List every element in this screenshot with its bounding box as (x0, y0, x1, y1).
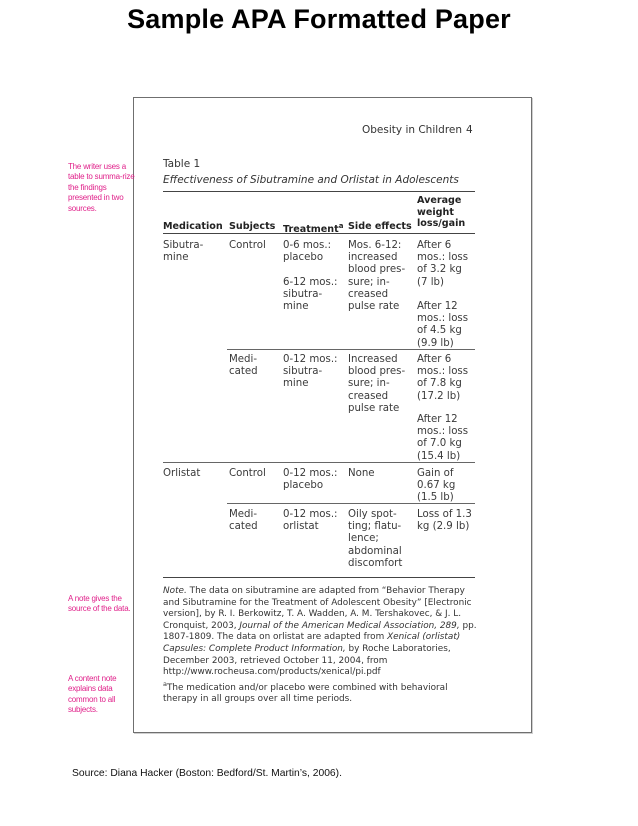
slide-source: Source: Diana Hacker (Boston: Bedford/St. Martin’s, 2006). (72, 768, 342, 779)
cell-average-weight: After 6 mos.: loss of 7.8 kg (17.2 lb) (417, 354, 469, 402)
note-journal: Journal of the American Medical Association, 289, (239, 620, 460, 631)
cell-average-weight: After 6 mos.: loss of 3.2 kg (7 lb) (417, 240, 469, 288)
header-subjects: Subjects (229, 221, 276, 232)
cell-treatment: 6-12 mos.: sibutra- mine (283, 277, 338, 313)
margin-note-source: A note gives the source of the data. (68, 594, 131, 614)
margin-note-content: A content note explains data common to all subjects. (68, 674, 117, 715)
cell-subjects: Control (229, 468, 266, 479)
header-treatment (283, 221, 343, 236)
note-label: Note. (163, 586, 187, 596)
cell-side-effects: None (348, 468, 375, 479)
cell-subjects: Control (229, 240, 266, 251)
header-side-effects: Side effects (348, 221, 412, 232)
header-medication: Medication (163, 221, 223, 232)
margin-note-table: The writer uses a table to summa-rize the findings presented in two sources. (68, 162, 135, 213)
cell-side-effects: Oily spot- ting; flatu- lence; abdominal discomfort (348, 509, 403, 569)
cell-side-effects: Increased blood pres- sure; in- creased pulse rate (348, 354, 406, 414)
note-text: pp. 1807-1809. The data on orlistat are adapted from (163, 620, 477, 643)
note-product-title: Xenical (orlistat) Capsules: Complete Product Information, (163, 632, 461, 654)
table-label: Table 1 (163, 158, 201, 170)
cell-medication: Orlistat (163, 468, 201, 479)
table-top-rule (163, 191, 475, 192)
slide-title: Sample APA Formatted Paper (127, 4, 511, 34)
cell-treatment: 0-12 mos.: orlistat (283, 509, 338, 533)
note-text: by Roche Laboratories, December 2003, retrieved October 11, 2004, from http://www.rocheusa.com/products/xenical/pi.pdf (163, 643, 451, 678)
cell-average-weight: After 12 mos.: loss of 4.5 kg (9.9 lb) (417, 301, 469, 349)
table-caption: Effectiveness of Sibutramine and Orlistat in Adolescents (163, 174, 459, 186)
footnote-text: The medication and/or placebo were combined with behavioral therapy in all groups over all time periods. (163, 682, 448, 705)
cell-medication: Sibutra- mine (163, 240, 204, 264)
running-head: Obesity in Children (362, 124, 463, 136)
cell-side-effects: Mos. 6-12: increased blood pres- sure; in- creased pulse rate (348, 240, 406, 313)
note-source-paragraph (163, 586, 483, 679)
footnote-mark: a (163, 679, 167, 688)
note-footnote-paragraph (163, 679, 483, 706)
header-average-weight: Average weight loss/gain (417, 195, 466, 229)
note-text: The data on sibutramine are adapted from “Behavior Therapy and Sibutramine for the Treatment of Adolescent Obesity” [Electronic version], by R. I. Berkowitz, T. A. Wadden, A. M. Tershakovec, & J. L. Cronquist, 2003, (163, 586, 472, 631)
table-note (163, 586, 483, 706)
cell-average-weight: After 12 mos.: loss of 7.0 kg (15.4 lb) (417, 414, 469, 462)
cell-treatment: 0-6 mos.: placebo (283, 240, 332, 264)
cell-subjects: Medi- cated (229, 354, 258, 378)
cell-treatment: 0-12 mos.: sibutra- mine (283, 354, 338, 390)
page-number: 4 (466, 124, 473, 136)
treatment-footnote-mark: a (338, 222, 344, 230)
cell-subjects: Medi- cated (229, 509, 258, 533)
table-bottom-rule (163, 577, 475, 578)
cell-treatment: 0-12 mos.: placebo (283, 468, 338, 492)
cell-average-weight: Loss of 1.3 kg (2.9 lb) (417, 509, 472, 533)
cell-average-weight: Gain of 0.67 kg (1.5 lb) (417, 468, 456, 504)
header-treatment-label: Treatment (283, 224, 339, 236)
